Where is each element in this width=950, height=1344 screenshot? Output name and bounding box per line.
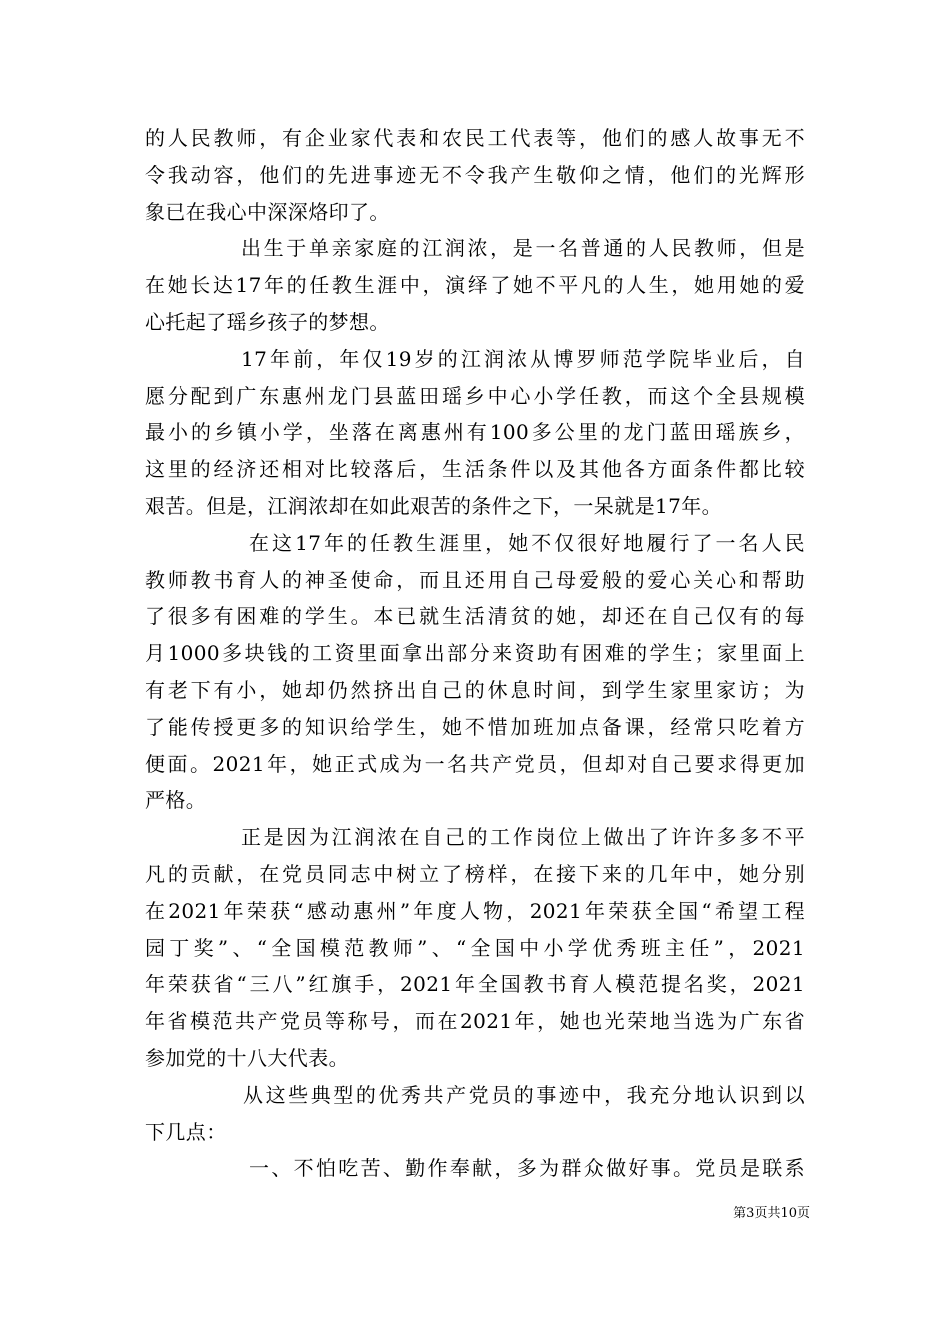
text-line: 的人民教师，有企业家代表和农民工代表等，他们的感人故事无不: [145, 126, 805, 150]
text-line: 了能传授更多的知识给学生，她不惜加班加点备课，经常只吃着方: [145, 714, 805, 739]
text-line: 年省模范共产党员等称号，而在2021年，她也光荣地当选为广东省: [145, 1009, 805, 1034]
text-line: 凡的贡献，在党员同志中树立了榜样，在接下来的几年中，她分别: [145, 861, 805, 886]
text-line: 艰苦。但是，江润浓却在如此艰苦的条件之下，一呆就是17年。: [145, 493, 723, 518]
text-line: 月1000多块钱的工资里面拿出部分来资助有困难的学生；家里面上: [145, 641, 805, 666]
text-line: 愿分配到广东惠州龙门县蓝田瑶乡中心小学任教，而这个全县规模: [145, 383, 805, 408]
text-line: 教师教书育人的神圣使命，而且还用自己母爱般的爱心关心和帮助: [145, 567, 805, 592]
text-line: 心托起了瑶乡孩子的梦想。: [145, 309, 390, 334]
paragraph-first-line: 出生于单亲家庭的江润浓，是一名普通的人民教师，但是: [241, 236, 805, 261]
text-line: 严格。: [145, 788, 207, 813]
text-line: 了很多有困难的学生。本已就生活清贫的她，却还在自己仅有的每: [145, 604, 805, 629]
text-line: 参加党的十八大代表。: [145, 1045, 349, 1070]
text-line: 在她长达17年的任教生涯中，演绎了她不平凡的人生，她用她的爱: [145, 273, 805, 298]
text-line: 年荣获省“三八”红旗手，2021年全国教书育人模范提名奖，2021: [145, 972, 805, 997]
text-line: 便面。2021年，她正式成为一名共产党员，但却对自己要求得更加: [145, 751, 805, 776]
body-text: [145, 120, 805, 1187]
text-line: 象已在我心中深深烙印了。: [145, 199, 390, 224]
page-number: 第3页共10页: [733, 1206, 810, 1221]
paragraph-first-line: 一、不怕吃苦、勤作奉献，多为群众做好事。党员是联系: [249, 1156, 805, 1181]
text-line: 这里的经济还相对比较落后，生活条件以及其他各方面条件都比较: [145, 457, 805, 482]
text-line: 有老下有小，她却仍然挤出自己的休息时间，到学生家里家访；为: [145, 677, 805, 702]
paragraph-first-line: 正是因为江润浓在自己的工作岗位上做出了许许多多不平: [241, 825, 805, 850]
paragraph-first-line: 在这17年的任教生涯里，她不仅很好地履行了一名人民: [249, 530, 805, 555]
text-line: 最小的乡镇小学，坐落在离惠州有100多公里的龙门蓝田瑶族乡，: [145, 420, 805, 445]
paragraph-first-line: 从这些典型的优秀共产党员的事迹中，我充分地认识到以: [243, 1082, 805, 1107]
text-line: 园丁奖”、“全国模范教师”、“全国中小学优秀班主任”，2021: [145, 935, 805, 960]
text-line: 下几点：: [145, 1119, 227, 1144]
text-line: 在2021年荣获“感动惠州”年度人物，2021年荣获全国“希望工程: [145, 898, 805, 923]
paragraph-first-line: 17年前，年仅19岁的江润浓从博罗师范学院毕业后，自: [241, 346, 805, 371]
text-line: 令我动容，他们的先进事迹无不令我产生敬仰之情，他们的光辉形: [145, 162, 805, 187]
